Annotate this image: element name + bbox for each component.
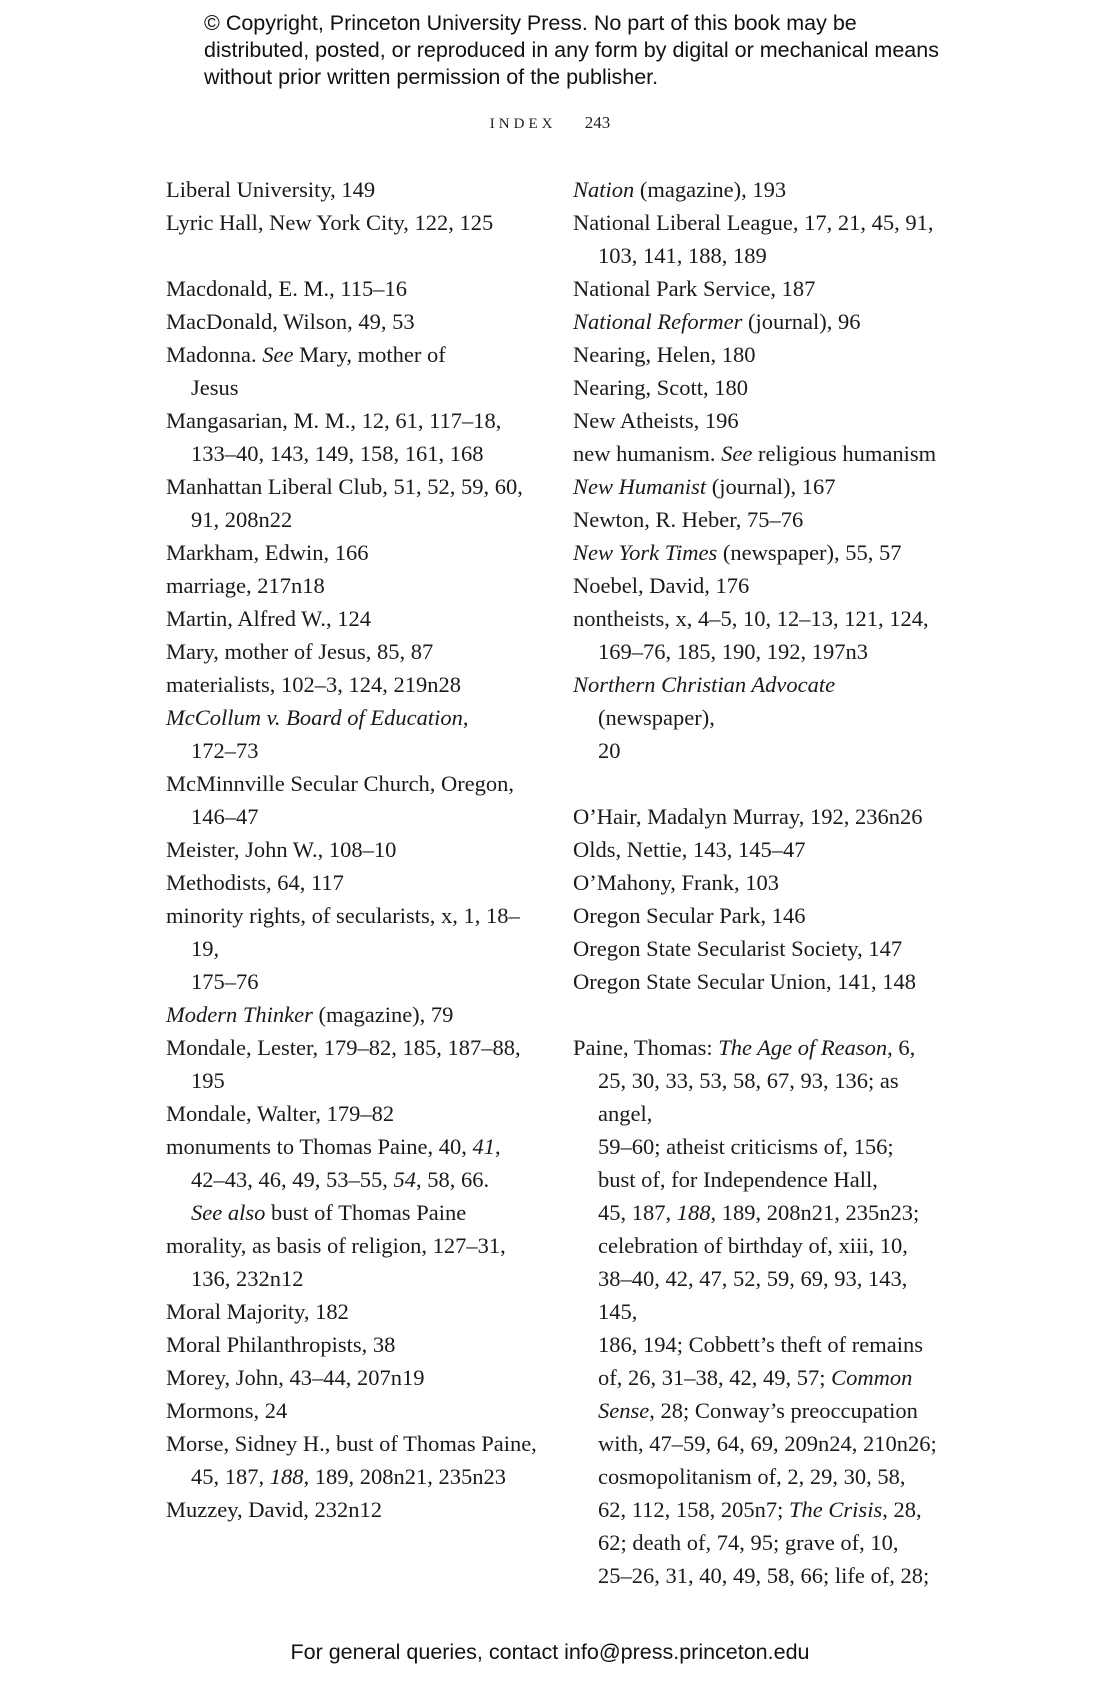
index-entry: Oregon State Secular Union, 141, 148 bbox=[573, 969, 917, 994]
index-entry: Oregon State Secularist Society, 147 bbox=[573, 936, 903, 961]
index-entry: O’Hair, Madalyn Murray, 192, 236n26 bbox=[573, 804, 923, 829]
index-entry: Mormons, 24 bbox=[166, 1398, 288, 1423]
index-entry: Madonna. See Mary, mother of Jesus bbox=[166, 342, 446, 400]
index-entry: New Humanist (journal), 167 bbox=[573, 474, 836, 499]
index-entry: McMinnville Secular Church, Oregon, 146–47 bbox=[166, 771, 515, 829]
index-entry: Nation (magazine), 193 bbox=[573, 177, 787, 202]
index-entry: National Liberal League, 17, 21, 45, 91, 103, 141, 188, 189 bbox=[573, 210, 934, 268]
index-entry: Muzzey, David, 232n12 bbox=[166, 1497, 382, 1522]
index-entry: Nearing, Helen, 180 bbox=[573, 342, 756, 367]
index-entry: materialists, 102–3, 124, 219n28 bbox=[166, 672, 461, 697]
index-entry: Markham, Edwin, 166 bbox=[166, 540, 369, 565]
index-entry: Northern Christian Advocate (newspaper), 20 bbox=[573, 672, 836, 763]
index-entry: Moral Majority, 182 bbox=[166, 1299, 349, 1324]
index-entry: Manhattan Liberal Club, 51, 52, 59, 60, 91, 208n22 bbox=[166, 474, 523, 532]
index-entry: Noebel, David, 176 bbox=[573, 573, 750, 598]
index-entry: New York Times (newspaper), 55, 57 bbox=[573, 540, 902, 565]
index-entry: McCollum v. Board of Education, 172–73 bbox=[166, 705, 469, 763]
index-entry: Mondale, Lester, 179–82, 185, 187–88, 195 bbox=[166, 1035, 521, 1093]
index-entry: MacDonald, Wilson, 49, 53 bbox=[166, 309, 415, 334]
index-entry: Modern Thinker (magazine), 79 bbox=[166, 1002, 454, 1027]
index-entry: Paine, Thomas: The Age of Reason, 6, 25, 30, 33, 53, 58, 67, 93, 136; as angel, 59–60; atheist criticisms of, 156; bust of, for Independence Hall, 45, 187, 188, 189, 208n21, 235n23; celebration of birthday of, xiii, 10, 38–40, 42, 47, 52, 59, 69, 93, 143, 145, 186, 194; Cobbett’s theft of remains of, 26, 31–38, 42, 49, 57; Common Sense, 28; Conway’s preoccupation with, 47–59, 64, 69, 209n24, 210n26; cosmopolitanism of, 2, 29, 30, 58, 62, 112, 158, 205n7; The Crisis, 28, 62; death of, 74, 95; grave of, 10, 25–26, 31, 40, 49, 58, 66; life of, 28; bbox=[573, 1035, 937, 1588]
index-entry: Meister, John W., 108–10 bbox=[166, 837, 397, 862]
index-entry: New Atheists, 196 bbox=[573, 408, 739, 433]
index-entry: Mondale, Walter, 179–82 bbox=[166, 1101, 395, 1126]
index-entry: Oregon Secular Park, 146 bbox=[573, 903, 806, 928]
index-entry: Nearing, Scott, 180 bbox=[573, 375, 748, 400]
index-entry: Olds, Nettie, 143, 145–47 bbox=[573, 837, 806, 862]
index-entry: National Park Service, 187 bbox=[573, 276, 816, 301]
page-number: 243 bbox=[584, 113, 611, 132]
running-head bbox=[0, 113, 1100, 133]
index-entry: Methodists, 64, 117 bbox=[166, 870, 344, 895]
index-entry: Mangasarian, M. M., 12, 61, 117–18, 133–40, 143, 149, 158, 161, 168 bbox=[166, 408, 502, 466]
index-entry: new humanism. See religious humanism bbox=[573, 441, 937, 466]
index-entry: Newton, R. Heber, 75–76 bbox=[573, 507, 804, 532]
copyright-notice: © Copyright, Princeton University Press. No part of this book may be distributed, posted, or reproduced in any form by digital or mechanical means without prior written permission of the publisher. bbox=[204, 11, 939, 89]
index-entry: O’Mahony, Frank, 103 bbox=[573, 870, 780, 895]
index-entry: Lyric Hall, New York City, 122, 125 bbox=[166, 210, 494, 235]
index-entry: Mary, mother of Jesus, 85, 87 bbox=[166, 639, 434, 664]
index-entry: Macdonald, E. M., 115–16 bbox=[166, 276, 408, 301]
index-entry: marriage, 217n18 bbox=[166, 573, 325, 598]
index-entry: morality, as basis of religion, 127–31, 136, 232n12 bbox=[166, 1233, 506, 1291]
index-entry: Moral Philanthropists, 38 bbox=[166, 1332, 396, 1357]
index-entry: monuments to Thomas Paine, 40, 41, 42–43, 46, 49, 53–55, 54, 58, 66. See also bust of Thomas Paine bbox=[166, 1134, 501, 1225]
index-column-right bbox=[573, 173, 943, 1592]
index-entry: Morey, John, 43–44, 207n19 bbox=[166, 1365, 425, 1390]
index-column-left bbox=[166, 173, 546, 1526]
index-entry: Martin, Alfred W., 124 bbox=[166, 606, 371, 631]
index-entry: minority rights, of secularists, x, 1, 18–19, 175–76 bbox=[166, 903, 520, 994]
contact-footer: For general queries, contact info@press.princeton.edu bbox=[290, 1640, 810, 1664]
index-entry: Liberal University, 149 bbox=[166, 177, 376, 202]
index-entry: National Reformer (journal), 96 bbox=[573, 309, 861, 334]
index-entry: Morse, Sidney H., bust of Thomas Paine, 45, 187, 188, 189, 208n21, 235n23 bbox=[166, 1431, 537, 1489]
running-head-label: INDEX bbox=[489, 116, 557, 132]
index-entry: nontheists, x, 4–5, 10, 12–13, 121, 124, 169–76, 185, 190, 192, 197n3 bbox=[573, 606, 929, 664]
